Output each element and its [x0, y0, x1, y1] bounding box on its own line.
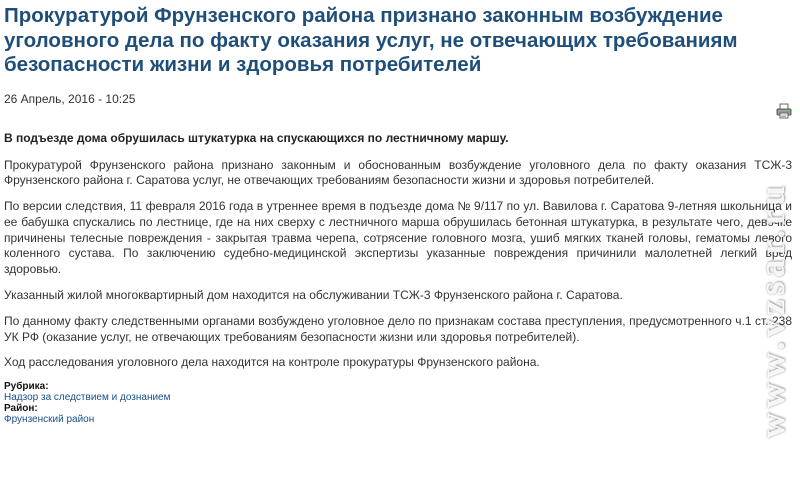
- watermark: [752, 150, 792, 470]
- rubric-link[interactable]: Надзор за следствием и дознанием: [4, 392, 171, 404]
- article-paragraph-1: Прокуратурой Фрунзенского района признано законным и обоснованным возбуждение уголовного дела по факту оказания ТСЖ-3 Фрунзенского района г. Саратова услуг, не отвечающих требованиям безопасности жизни и здоровья потребителей.: [4, 157, 792, 188]
- rubric-label: Рубрика:: [4, 381, 49, 393]
- district-link[interactable]: Фрунзенский район: [4, 414, 95, 426]
- district-label: Район:: [4, 403, 38, 415]
- watermark-text: www.vzsar.ru: [752, 181, 792, 439]
- article-paragraph-4: По данному факту следственными органами возбуждено уголовное дело по признакам состава преступления, предусмотренного ч.1 ст. 238 УК РФ (оказание услуг, не отвечающих требованиям безопасности жизни или здоровья потребителей).: [4, 313, 792, 344]
- article-meta: [4, 381, 792, 425]
- article-paragraph-5: Ход расследования уголовного дела находится на контроле прокуратуры Фрунзенского района.: [4, 355, 540, 370]
- article-paragraph-3: Указанный жилой многоквартирный дом находится на обслуживании ТСЖ-3 Фрунзенского района г. Саратова.: [4, 288, 623, 303]
- article-date: 26 Апрель, 2016 - 10:25: [4, 91, 136, 106]
- article: [4, 0, 792, 425]
- article-lead: В подъезде дома обрушилась штукатурка на спускающихся по лестничному маршу.: [4, 130, 509, 145]
- printer-icon[interactable]: [776, 103, 792, 119]
- article-paragraph-2: По версии следствия, 11 февраля 2016 года в утреннее время в подъезде дома № 9/117 по ул. Вавилова г. Саратова 9-летняя школьница и ее бабушка спускались по лестнице, где на них сверху с лестничного марша обрушилась бетонная штукатурка, в результате чего, девочке причинены телесные повреждения - закрытая травма черепа, сотрясение головного мозга, ушиб мягких тканей головы, гематомы левого коленного сустава. По заключению судебно-медицинской экспертизы указанные повреждения причинили малолетней легкий вред здоровью.: [4, 199, 792, 277]
- article-title: Прокуратурой Фрунзенского района признано законным возбуждение уголовного дела по факту оказания услуг, не отвечающих требованиям безопасности жизни и здоровья потребителей: [4, 4, 738, 76]
